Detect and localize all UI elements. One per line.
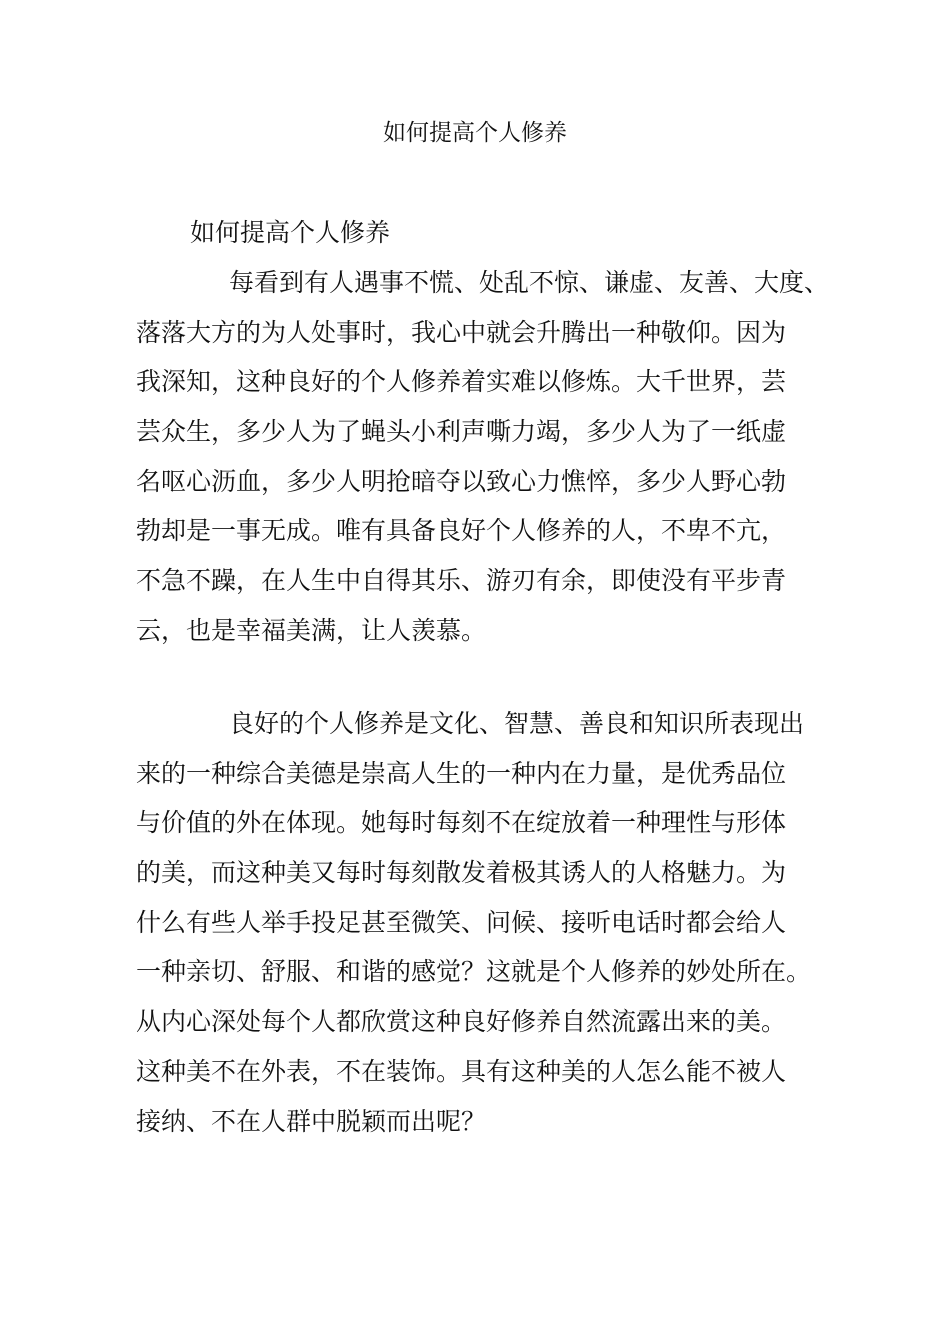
paragraph-line: 云，也是幸福美满，让人羡慕。 xyxy=(136,615,487,645)
paragraph-line: 的美，而这种美又每时每刻散发着极其诱人的人格魅力。为 xyxy=(136,858,787,888)
paragraph-line: 一种亲切、舒服、和谐的感觉？这就是个人修养的妙处所在。 xyxy=(136,957,812,987)
paragraph-line: 芸众生，多少人为了蝇头小利声嘶力竭，多少人为了一纸虚 xyxy=(136,417,787,447)
paragraph-line: 从内心深处每个人都欣赏这种良好修养自然流露出来的美。 xyxy=(136,1007,787,1037)
paragraph-line: 名呕心沥血，多少人明抢暗夺以致心力憔悴，多少人野心勃 xyxy=(136,466,787,496)
paragraph-line: 什么有些人举手投足甚至微笑、问候、接听电话时都会给人 xyxy=(136,907,787,937)
paragraph-1 xyxy=(136,258,836,656)
paragraph-line: 这种美不在外表，不在装饰。具有这种美的人怎么能不被人 xyxy=(136,1056,787,1086)
paragraph-line: 接纳、不在人群中脱颖而出呢？ xyxy=(136,1106,487,1136)
paragraph-line: 落落大方的为人处事时，我心中就会升腾出一种敬仰。因为 xyxy=(136,317,787,347)
paragraph-line: 来的一种综合美德是崇高人生的一种内在力量，是优秀品位 xyxy=(136,758,787,788)
paragraph-line: 勃却是一事无成。唯有具备良好个人修养的人，不卑不亢， xyxy=(136,516,787,546)
paragraph-line: 良好的个人修养是文化、智慧、善良和知识所表现出 xyxy=(229,709,805,738)
document-title: 如何提高个人修养 xyxy=(383,120,567,146)
paragraph-line: 不急不躁，在人生中自得其乐、游刃有余，即使没有平步青 xyxy=(136,566,787,596)
paragraph-line: 每看到有人遇事不慌、处乱不惊、谦虚、友善、大度、 xyxy=(229,268,830,297)
document-subtitle: 如何提高个人修养 xyxy=(190,218,391,247)
paragraph-line: 与价值的外在体现。她每时每刻不在绽放着一种理性与形体 xyxy=(136,808,787,838)
paragraph-2 xyxy=(136,699,836,1146)
paragraph-line: 我深知，这种良好的个人修养着实难以修炼。大千世界，芸 xyxy=(136,367,787,397)
